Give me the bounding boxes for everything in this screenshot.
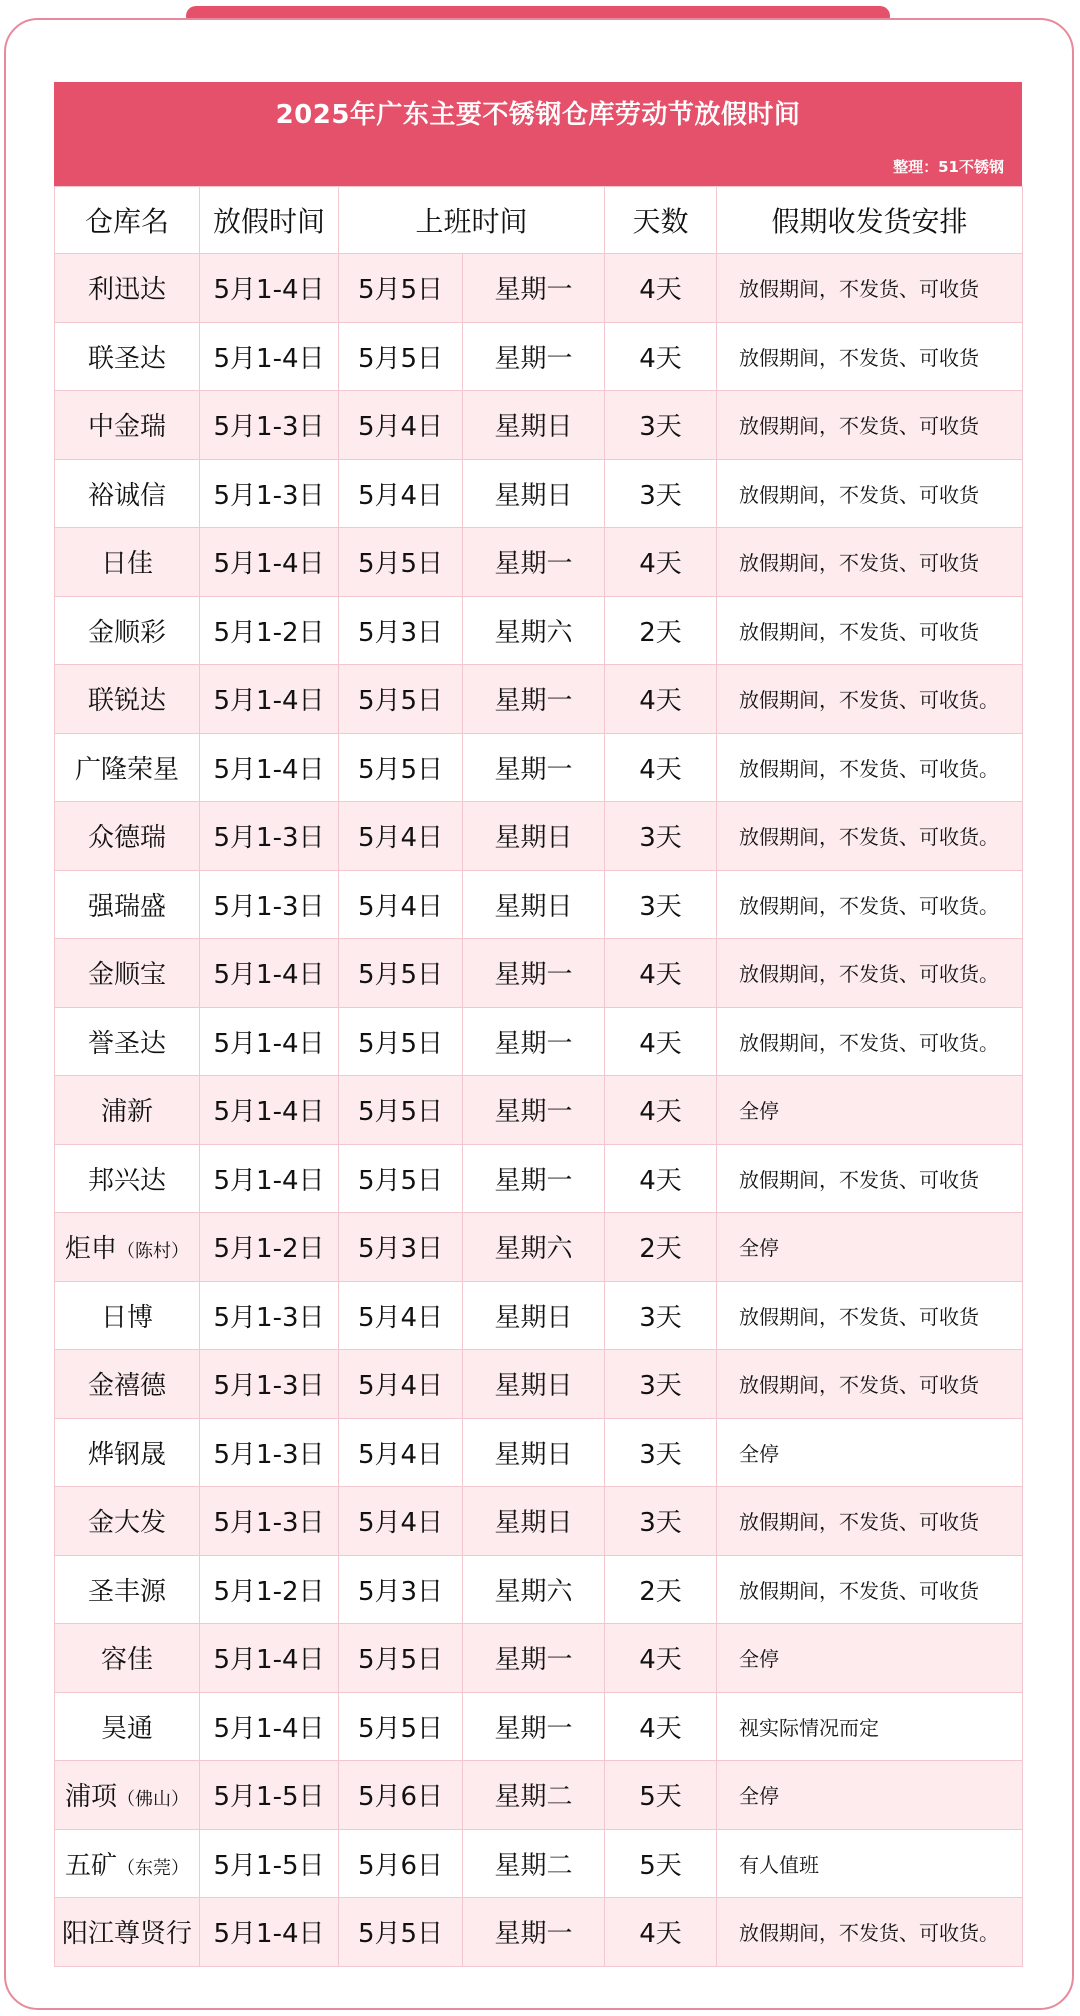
- holiday-cell: 5月1-4日: [200, 733, 339, 802]
- warehouse-name: 邦兴达: [87, 1165, 166, 1196]
- warehouse-name: 烨钢晟: [87, 1439, 166, 1470]
- weekday-cell: 星期六: [463, 596, 605, 665]
- days-cell: 4天: [605, 322, 717, 391]
- work-date-cell: 5月5日: [339, 733, 463, 802]
- work-date-cell: 5月6日: [339, 1761, 463, 1830]
- warehouse-name: 金顺彩: [87, 617, 166, 648]
- holiday-cell: 5月1-4日: [200, 322, 339, 391]
- warehouse-name: 联圣达: [87, 343, 166, 374]
- holiday-cell: 5月1-2日: [200, 1213, 339, 1282]
- weekday-cell: 星期一: [463, 322, 605, 391]
- work-date-cell: 5月4日: [339, 802, 463, 871]
- warehouse-name-cell: [55, 528, 200, 597]
- warehouse-name: 众德瑞: [87, 823, 166, 854]
- arrangement-cell: 视实际情况而定: [717, 1692, 1023, 1761]
- work-date-cell: 5月5日: [339, 1898, 463, 1967]
- weekday-cell: 星期一: [463, 1692, 605, 1761]
- holiday-cell: 5月1-4日: [200, 1076, 339, 1145]
- work-date-cell: 5月4日: [339, 1350, 463, 1419]
- warehouse-name-cell: [55, 459, 200, 528]
- arrangement-cell: 放假期间，不发货、可收货。: [717, 1898, 1023, 1967]
- warehouse-name-cell: [55, 1829, 200, 1898]
- arrangement-cell: 放假期间，不发货、可收货。: [717, 1007, 1023, 1076]
- holiday-cell: 5月1-5日: [200, 1829, 339, 1898]
- holiday-cell: 5月1-4日: [200, 254, 339, 323]
- holiday-cell: 5月1-4日: [200, 1692, 339, 1761]
- holiday-schedule-document: [54, 82, 1022, 1967]
- warehouse-name: 圣丰源: [87, 1576, 166, 1607]
- column-header-holiday: 放假时间: [200, 187, 339, 254]
- days-cell: 5天: [605, 1761, 717, 1830]
- arrangement-cell: 放假期间，不发货、可收货。: [717, 939, 1023, 1008]
- table-row: [55, 1076, 1023, 1145]
- weekday-cell: 星期日: [463, 802, 605, 871]
- arrangement-cell: 放假期间，不发货、可收货: [717, 1144, 1023, 1213]
- days-cell: 2天: [605, 1555, 717, 1624]
- work-date-cell: 5月5日: [339, 939, 463, 1008]
- table-row: [55, 1555, 1023, 1624]
- weekday-cell: 星期日: [463, 459, 605, 528]
- holiday-cell: 5月1-3日: [200, 1350, 339, 1419]
- arrangement-cell: 放假期间，不发货、可收货: [717, 1350, 1023, 1419]
- warehouse-location-note: （东莞）: [117, 1857, 189, 1879]
- work-date-cell: 5月3日: [339, 596, 463, 665]
- holiday-cell: 5月1-3日: [200, 870, 339, 939]
- table-row: [55, 870, 1023, 939]
- arrangement-cell: 有人值班: [717, 1829, 1023, 1898]
- warehouse-name-cell: [55, 1007, 200, 1076]
- days-cell: 4天: [605, 1144, 717, 1213]
- days-cell: 4天: [605, 254, 717, 323]
- table-row: [55, 665, 1023, 734]
- arrangement-cell: 放假期间，不发货、可收货。: [717, 733, 1023, 802]
- table-row: [55, 1624, 1023, 1693]
- work-date-cell: 5月5日: [339, 1007, 463, 1076]
- arrangement-cell: 放假期间，不发货、可收货: [717, 1487, 1023, 1556]
- warehouse-name: 利迅达: [87, 275, 166, 306]
- warehouse-name-cell: [55, 1624, 200, 1693]
- days-cell: 2天: [605, 1213, 717, 1282]
- weekday-cell: 星期日: [463, 1418, 605, 1487]
- work-date-cell: 5月5日: [339, 254, 463, 323]
- warehouse-name-cell: [55, 596, 200, 665]
- holiday-cell: 5月1-3日: [200, 1487, 339, 1556]
- holiday-cell: 5月1-3日: [200, 1281, 339, 1350]
- holiday-cell: 5月1-4日: [200, 939, 339, 1008]
- table-row: [55, 802, 1023, 871]
- document-title: 2025年广东主要不锈钢仓库劳动节放假时间: [275, 100, 801, 130]
- warehouse-name: 联锐达: [87, 686, 166, 717]
- weekday-cell: 星期一: [463, 254, 605, 323]
- work-date-cell: 5月5日: [339, 528, 463, 597]
- days-cell: 3天: [605, 802, 717, 871]
- work-date-cell: 5月4日: [339, 459, 463, 528]
- table-row: [55, 1418, 1023, 1487]
- weekday-cell: 星期二: [463, 1761, 605, 1830]
- weekday-cell: 星期一: [463, 665, 605, 734]
- warehouse-name-cell: [55, 1692, 200, 1761]
- work-date-cell: 5月5日: [339, 1144, 463, 1213]
- days-cell: 3天: [605, 1281, 717, 1350]
- warehouse-name: 强瑞盛: [87, 891, 166, 922]
- weekday-cell: 星期六: [463, 1213, 605, 1282]
- column-header-days: 天数: [605, 187, 717, 254]
- weekday-cell: 星期一: [463, 1076, 605, 1145]
- weekday-cell: 星期一: [463, 528, 605, 597]
- table-row: [55, 459, 1023, 528]
- arrangement-cell: 放假期间，不发货、可收货: [717, 596, 1023, 665]
- table-row: [55, 1281, 1023, 1350]
- arrangement-cell: 放假期间，不发货、可收货: [717, 459, 1023, 528]
- work-date-cell: 5月4日: [339, 1418, 463, 1487]
- work-date-cell: 5月4日: [339, 870, 463, 939]
- warehouse-name: 炬申: [64, 1234, 117, 1265]
- work-date-cell: 5月5日: [339, 665, 463, 734]
- column-header-warehouse: 仓库名: [55, 187, 200, 254]
- warehouse-name: 浦项: [64, 1782, 117, 1813]
- weekday-cell: 星期日: [463, 870, 605, 939]
- table-row: [55, 1692, 1023, 1761]
- arrangement-cell: 放假期间，不发货、可收货。: [717, 665, 1023, 734]
- warehouse-name-cell: [55, 870, 200, 939]
- warehouse-name-cell: [55, 391, 200, 460]
- warehouse-name-cell: [55, 1555, 200, 1624]
- warehouse-name: 广隆荣星: [74, 754, 179, 785]
- warehouse-name-cell: [55, 1761, 200, 1830]
- warehouse-name-cell: [55, 1144, 200, 1213]
- days-cell: 2天: [605, 596, 717, 665]
- table-row: [55, 1898, 1023, 1967]
- table-row: [55, 391, 1023, 460]
- column-header-work: 上班时间: [339, 187, 605, 254]
- warehouse-name: 昊通: [100, 1713, 153, 1744]
- days-cell: 4天: [605, 1076, 717, 1145]
- column-header-arrangement: 假期收发货安排: [717, 187, 1023, 254]
- days-cell: 5天: [605, 1829, 717, 1898]
- table-row: [55, 1007, 1023, 1076]
- arrangement-cell: 全停: [717, 1624, 1023, 1693]
- warehouse-name-cell: [55, 1281, 200, 1350]
- days-cell: 3天: [605, 459, 717, 528]
- warehouse-name: 浦新: [100, 1097, 153, 1128]
- arrangement-cell: 放假期间，不发货、可收货: [717, 1281, 1023, 1350]
- warehouse-name-cell: [55, 1076, 200, 1145]
- weekday-cell: 星期一: [463, 1898, 605, 1967]
- days-cell: 4天: [605, 665, 717, 734]
- warehouse-name: 誉圣达: [87, 1028, 166, 1059]
- weekday-cell: 星期日: [463, 391, 605, 460]
- days-cell: 4天: [605, 1898, 717, 1967]
- holiday-cell: 5月1-4日: [200, 1144, 339, 1213]
- holiday-cell: 5月1-4日: [200, 665, 339, 734]
- warehouse-name: 中金瑞: [87, 412, 166, 443]
- table-header-row: [55, 187, 1023, 254]
- work-date-cell: 5月4日: [339, 1281, 463, 1350]
- table-row: [55, 939, 1023, 1008]
- warehouse-name-cell: [55, 1350, 200, 1419]
- work-date-cell: 5月4日: [339, 1487, 463, 1556]
- warehouse-name: 五矿: [64, 1850, 117, 1881]
- days-cell: 3天: [605, 391, 717, 460]
- warehouse-location-note: （陈村）: [117, 1241, 189, 1263]
- warehouse-name: 金禧德: [87, 1371, 166, 1402]
- arrangement-cell: 放假期间，不发货、可收货。: [717, 802, 1023, 871]
- weekday-cell: 星期日: [463, 1350, 605, 1419]
- holiday-cell: 5月1-4日: [200, 528, 339, 597]
- table-row: [55, 528, 1023, 597]
- work-date-cell: 5月5日: [339, 1624, 463, 1693]
- warehouse-name: 金顺宝: [87, 960, 166, 991]
- table-row: [55, 1213, 1023, 1282]
- holiday-cell: 5月1-3日: [200, 459, 339, 528]
- work-date-cell: 5月5日: [339, 322, 463, 391]
- work-date-cell: 5月5日: [339, 1076, 463, 1145]
- weekday-cell: 星期日: [463, 1281, 605, 1350]
- days-cell: 4天: [605, 528, 717, 597]
- table-row: [55, 1144, 1023, 1213]
- arrangement-cell: 全停: [717, 1418, 1023, 1487]
- warehouse-location-note: （佛山）: [117, 1789, 189, 1811]
- table-row: [55, 1487, 1023, 1556]
- warehouse-name-cell: [55, 322, 200, 391]
- work-date-cell: 5月6日: [339, 1829, 463, 1898]
- weekday-cell: 星期二: [463, 1829, 605, 1898]
- holiday-schedule-table: [54, 186, 1023, 1967]
- days-cell: 4天: [605, 733, 717, 802]
- holiday-cell: 5月1-5日: [200, 1761, 339, 1830]
- days-cell: 4天: [605, 939, 717, 1008]
- table-row: [55, 733, 1023, 802]
- table-row: [55, 596, 1023, 665]
- arrangement-cell: 全停: [717, 1213, 1023, 1282]
- work-date-cell: 5月5日: [339, 1692, 463, 1761]
- days-cell: 4天: [605, 1624, 717, 1693]
- arrangement-cell: 放假期间，不发货、可收货: [717, 391, 1023, 460]
- work-date-cell: 5月3日: [339, 1213, 463, 1282]
- days-cell: 4天: [605, 1007, 717, 1076]
- table-row: [55, 322, 1023, 391]
- holiday-cell: 5月1-4日: [200, 1007, 339, 1076]
- warehouse-name-cell: [55, 665, 200, 734]
- holiday-cell: 5月1-2日: [200, 596, 339, 665]
- warehouse-name-cell: [55, 1418, 200, 1487]
- arrangement-cell: 放假期间，不发货、可收货: [717, 1555, 1023, 1624]
- warehouse-name-cell: [55, 1898, 200, 1967]
- table-row: [55, 1761, 1023, 1830]
- warehouse-name: 日佳: [100, 549, 153, 580]
- warehouse-name-cell: [55, 1487, 200, 1556]
- holiday-cell: 5月1-3日: [200, 1418, 339, 1487]
- warehouse-name: 金大发: [87, 1508, 166, 1539]
- table-row: [55, 1829, 1023, 1898]
- weekday-cell: 星期日: [463, 1487, 605, 1556]
- table-row: [55, 1350, 1023, 1419]
- warehouse-name-cell: [55, 733, 200, 802]
- holiday-cell: 5月1-4日: [200, 1624, 339, 1693]
- warehouse-name: 容佳: [100, 1645, 153, 1676]
- table-header-banner: [54, 82, 1022, 186]
- warehouse-name-cell: [55, 939, 200, 1008]
- days-cell: 3天: [605, 1487, 717, 1556]
- arrangement-cell: 放假期间，不发货、可收货: [717, 322, 1023, 391]
- warehouse-name-cell: [55, 254, 200, 323]
- arrangement-cell: 放假期间，不发货、可收货: [717, 528, 1023, 597]
- work-date-cell: 5月4日: [339, 391, 463, 460]
- arrangement-cell: 全停: [717, 1076, 1023, 1145]
- weekday-cell: 星期一: [463, 1144, 605, 1213]
- warehouse-name-cell: [55, 1213, 200, 1282]
- weekday-cell: 星期一: [463, 1007, 605, 1076]
- weekday-cell: 星期一: [463, 1624, 605, 1693]
- weekday-cell: 星期六: [463, 1555, 605, 1624]
- holiday-cell: 5月1-3日: [200, 391, 339, 460]
- days-cell: 3天: [605, 1350, 717, 1419]
- table-row: [55, 254, 1023, 323]
- days-cell: 4天: [605, 1692, 717, 1761]
- days-cell: 3天: [605, 870, 717, 939]
- arrangement-cell: 放假期间，不发货、可收货: [717, 254, 1023, 323]
- arrangement-cell: 全停: [717, 1761, 1023, 1830]
- holiday-cell: 5月1-3日: [200, 802, 339, 871]
- holiday-cell: 5月1-4日: [200, 1898, 339, 1967]
- work-date-cell: 5月3日: [339, 1555, 463, 1624]
- warehouse-name: 裕诚信: [87, 480, 166, 511]
- arrangement-cell: 放假期间，不发货、可收货。: [717, 870, 1023, 939]
- warehouse-name: 阳江尊贤行: [61, 1919, 192, 1950]
- holiday-cell: 5月1-2日: [200, 1555, 339, 1624]
- warehouse-name: 日博: [100, 1302, 153, 1333]
- source-credit: 整理：51不锈钢: [893, 158, 1004, 176]
- days-cell: 3天: [605, 1418, 717, 1487]
- weekday-cell: 星期一: [463, 733, 605, 802]
- warehouse-name-cell: [55, 802, 200, 871]
- weekday-cell: 星期一: [463, 939, 605, 1008]
